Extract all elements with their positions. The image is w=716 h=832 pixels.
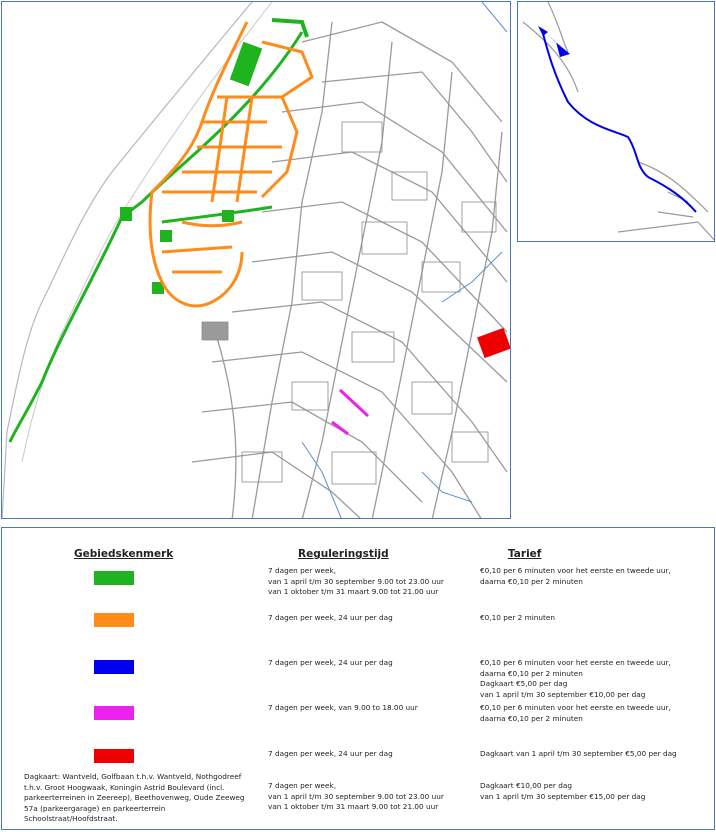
time-red: 7 dagen per week, 24 uur per dag <box>268 749 393 758</box>
time-green: 7 dagen per week, van 1 april t/m 30 september 9.00 tot 23.00 uur van 1 oktober t/m 31 maart 9.00 tot 21.00 uur <box>268 566 444 596</box>
daycard-tariff: Dagkaart €10,00 per dag van 1 april t/m 30 september €15,00 per dag <box>480 781 646 801</box>
main-map-canvas <box>2 2 511 519</box>
zone-orange <box>150 22 312 306</box>
swatch-red <box>94 749 134 763</box>
tariff-magenta: €0,10 per 6 minuten voor het eerste en tweede uur, daarna €0,10 per 2 minuten <box>480 703 671 723</box>
tariff-green: €0,10 per 6 minuten voor het eerste en tweede uur, daarna €0,10 per 2 minuten <box>480 566 671 586</box>
time-magenta: 7 dagen per week, van 9.00 to 18.00 uur <box>268 703 418 712</box>
tariff-red: Dagkaart van 1 april t/m 30 september €5,00 per dag <box>480 749 677 758</box>
zone-red <box>477 328 511 358</box>
tariff-orange: €0,10 per 2 minuten <box>480 613 555 622</box>
zone-green <box>10 20 307 442</box>
coastline <box>2 2 252 519</box>
waterways <box>302 2 507 519</box>
swatch-magenta <box>94 706 134 720</box>
daycard-description: Dagkaart: Wantveld, Golfbaan t.h.v. Wantveld, Nothgodreef t.h.v. Groot Hoogwaak, Koningin Astrid Boulevard (incl. parkeerterreinen in Zeereep), Beethovenweg, Oude Zeeweg 57a (parkeergarage) en parkeerterrein Schoolstraat/Hoofdstraat. <box>24 772 245 823</box>
time-blue: 7 dagen per week, 24 uur per dag <box>268 658 393 667</box>
legend-header-area: Gebiedskenmerk <box>74 548 174 560</box>
swatch-green <box>94 571 134 585</box>
main-map <box>1 1 511 519</box>
zone-magenta <box>332 390 368 434</box>
inset-roads <box>523 2 715 242</box>
inset-map <box>517 1 715 242</box>
swatch-orange <box>94 613 134 627</box>
legend-panel <box>1 527 715 830</box>
inset-blue-route <box>542 30 696 212</box>
time-orange: 7 dagen per week, 24 uur per dag <box>268 613 393 622</box>
swatch-blue <box>94 660 134 674</box>
daycard-time: 7 dagen per week, van 1 april t/m 30 september 9.00 tot 23.00 uur van 1 oktober t/m 31 maart 9.00 tot 21.00 uur <box>268 781 444 811</box>
inset-map-canvas <box>518 2 715 242</box>
inset-blue-parking-2 <box>538 26 548 36</box>
legend-header-tariff: Tarief <box>508 548 542 560</box>
legend-header-time: Reguleringstijd <box>298 548 389 560</box>
tariff-blue: €0,10 per 6 minuten voor het eerste en tweede uur, daarna €0,10 per 2 minuten Dagkaart €5,00 per dag van 1 april t/m 30 september €10,00 per dag <box>480 658 671 699</box>
